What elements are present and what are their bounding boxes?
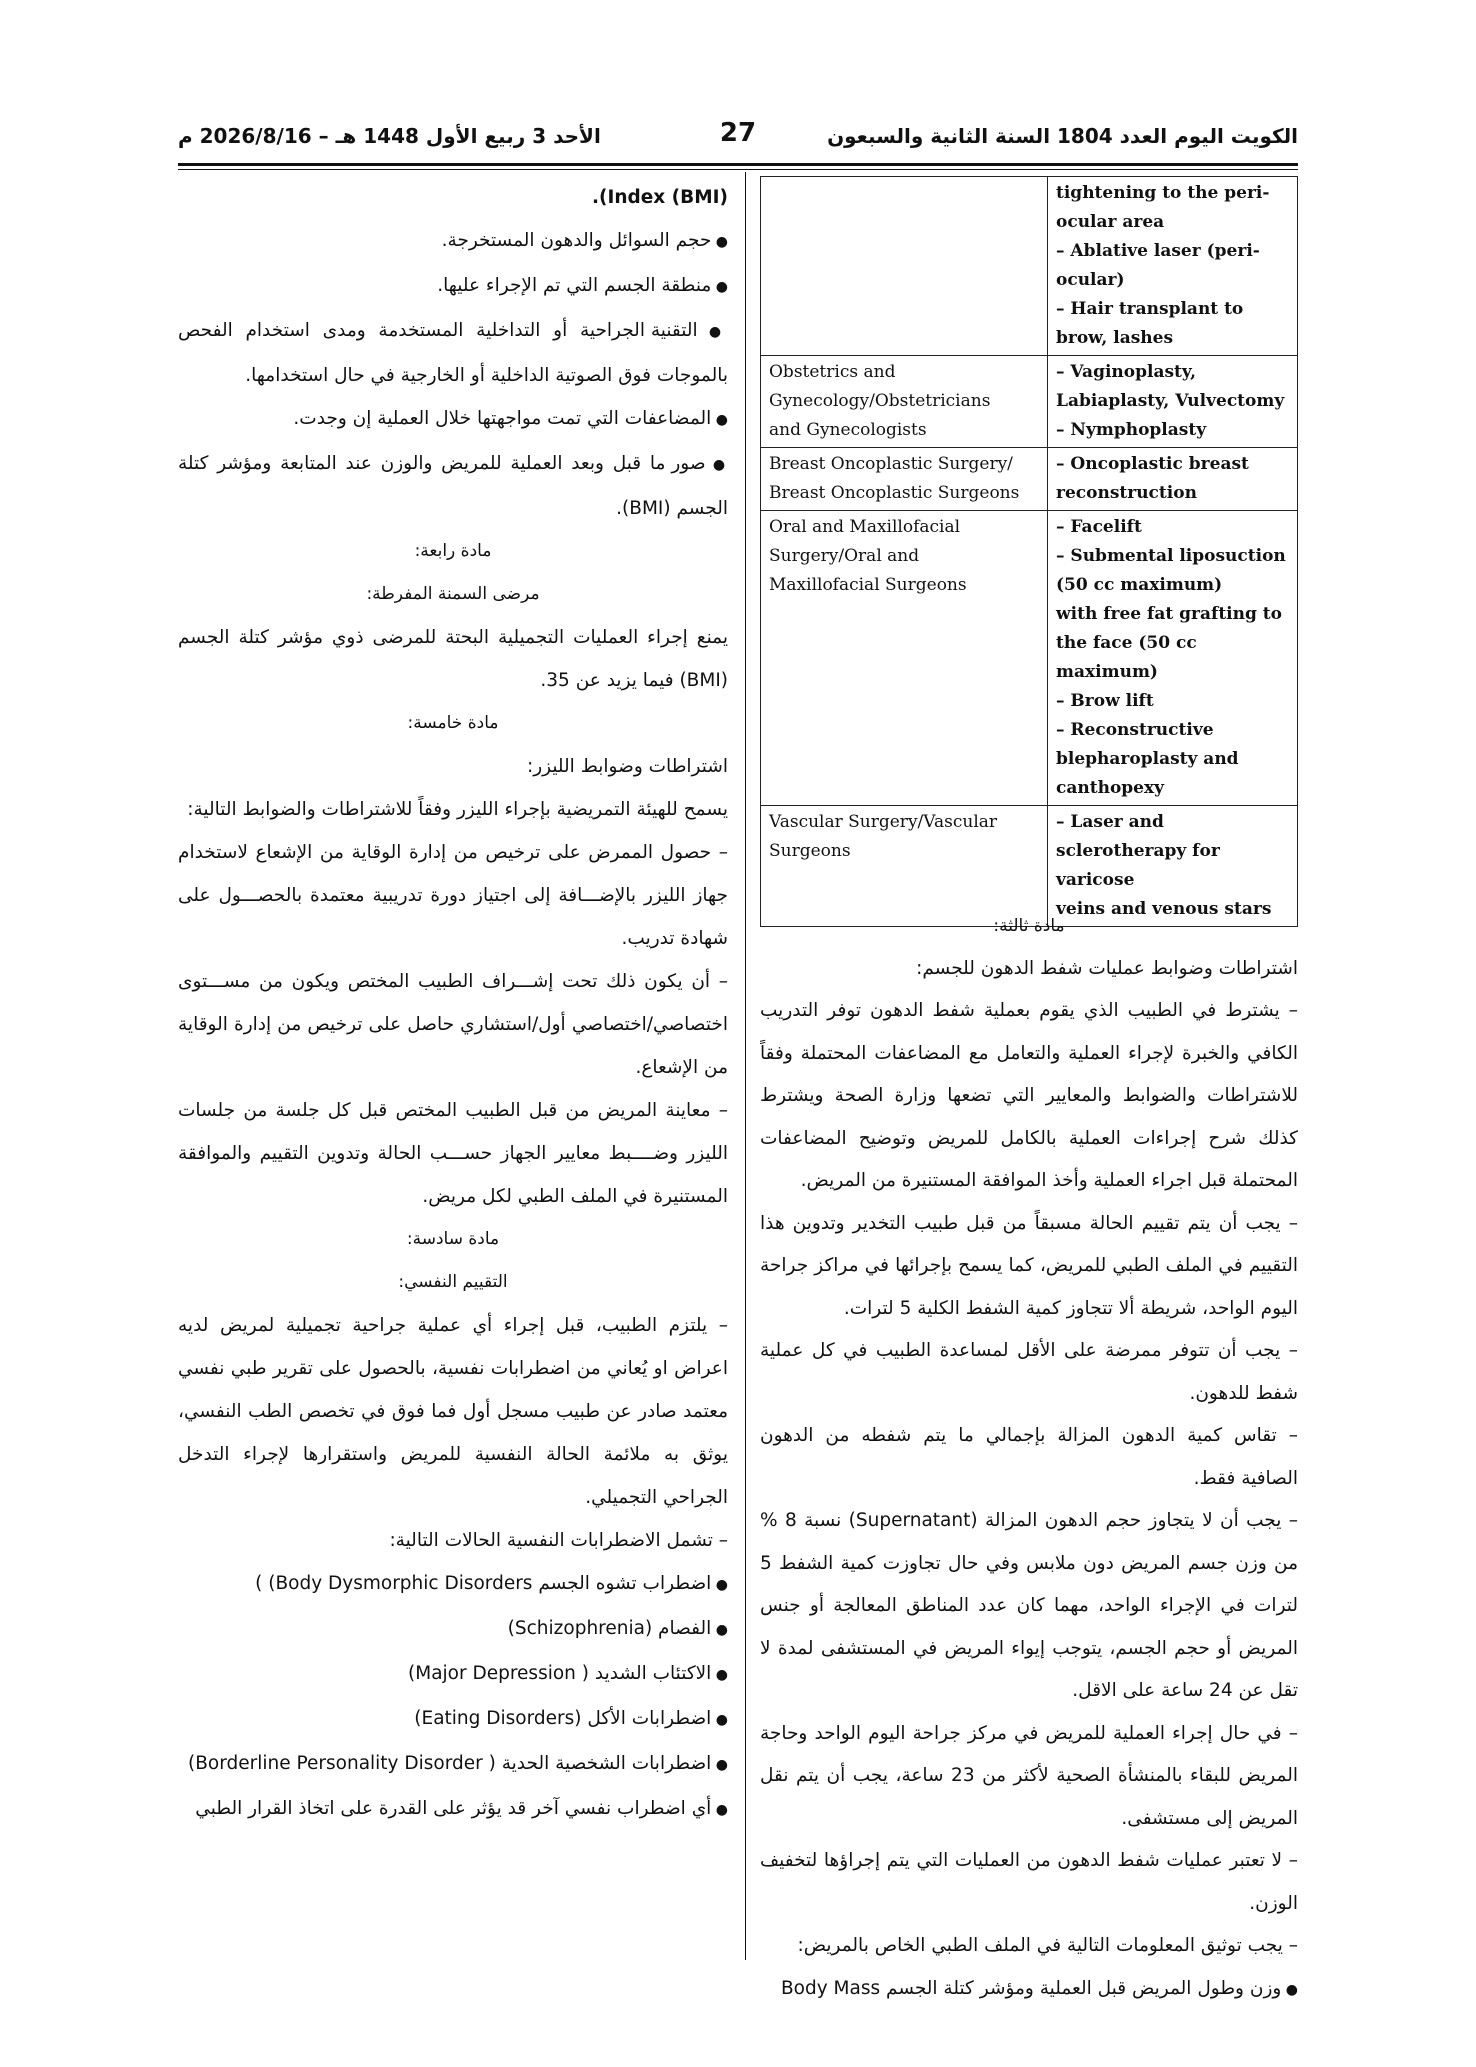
paragraph-text: – يلتزم الطبيب، قبل إجراء أي عملية جراحية تجميلية لمريض لديه اعراض او يُعاني من اضطرابات نفسية، بالحصول على تقرير طبي نفسي معتمد صادر عن طبيب مسجل أول فما فوق في تخصص الطب النفسي، يوثق به ملائمة الحالة النفسية للمريض واستقرارها لإجراء التدخل الجراحي التجميلي. xyxy=(178,1315,728,1508)
paragraph xyxy=(178,616,728,702)
paragraph xyxy=(760,948,1298,991)
specialty-cell xyxy=(761,177,1048,356)
table-row xyxy=(761,448,1298,511)
paragraph-text: مرضى السمنة المفرطة: xyxy=(366,584,540,604)
bullet-icon xyxy=(711,1753,728,1774)
paragraph-text: وزن وطول المريض قبل العملية ومؤشر كتلة الجسم Body Mass xyxy=(780,1977,1282,1999)
bullet-item xyxy=(178,1697,728,1742)
specialty-procedures-table xyxy=(760,176,1298,927)
procedures-cell xyxy=(1048,356,1298,448)
cell-line: and Gynecologists xyxy=(769,420,927,440)
paragraph-text: اشتراطات وضوابط الليزر: xyxy=(526,756,728,777)
table-row xyxy=(761,511,1298,806)
paragraph xyxy=(178,745,728,788)
bullet-icon xyxy=(711,1663,728,1684)
bullet-item xyxy=(178,309,728,397)
cell-line: canthopexy xyxy=(1056,778,1164,798)
cell-line: with free fat grafting to xyxy=(1056,604,1282,624)
cell-line: sclerotherapy for xyxy=(1056,841,1220,861)
cell-line: Breast Oncoplastic Surgery/ xyxy=(769,454,1013,474)
paragraph-text: التقنية الجراحية أو التداخلية المستخدمة ومدى استخدام الفحص بالموجات فوق الصوتية الداخلية أو الخارجية في حال استخدامها. xyxy=(178,320,728,386)
paragraph-text: اضطرابات الأكل (Eating Disorders) xyxy=(414,1708,712,1729)
cell-line: ocular) xyxy=(1056,270,1125,290)
cell-line: – Hair transplant to xyxy=(1056,299,1244,319)
paragraph-text: مادة خامسة: xyxy=(407,713,499,733)
cell-line: veins and venous stars xyxy=(1056,899,1272,919)
paragraph-text: – تشمل الاضطرابات النفسية الحالات التالية: xyxy=(389,1530,728,1551)
cell-line: – Nymphoplasty xyxy=(1056,420,1207,440)
procedures-cell xyxy=(1048,448,1298,511)
paragraph-text: منطقة الجسم التي تم الإجراء عليها. xyxy=(437,275,712,296)
paragraph-text: مادة سادسة: xyxy=(406,1229,500,1249)
bullet-item xyxy=(178,1607,728,1652)
bullet-icon xyxy=(711,230,728,251)
bullet-icon xyxy=(711,1798,728,1819)
bullet-item xyxy=(178,1562,728,1607)
cell-line: maximum) xyxy=(1056,662,1158,682)
bullet-item xyxy=(178,219,728,264)
cell-line: – Oncoplastic breast xyxy=(1056,454,1249,474)
table-row xyxy=(761,177,1298,356)
cell-line: Surgery/Oral and xyxy=(769,546,920,566)
bullet-icon xyxy=(711,1708,728,1729)
paragraph xyxy=(760,1840,1298,1925)
paragraph-text: يمنع إجراء العمليات التجميلية البحتة للمرضى ذوي مؤشر كتلة الجسم (BMI) فيما يزيد عن 35. xyxy=(178,627,728,691)
paragraph-text: اضطرابات الشخصية الحدية ( Borderline Personality Disorder) xyxy=(188,1753,712,1774)
paragraph-text: – لا تعتبر عمليات شفط الدهون من العمليات التي يتم إجراؤها لتخفيف الوزن. xyxy=(760,1850,1298,1914)
header-rule-thin xyxy=(178,169,1298,170)
paragraph xyxy=(760,1500,1298,1713)
cell-line: the face (50 cc xyxy=(1056,633,1197,653)
bullet-icon xyxy=(711,275,728,296)
paragraph xyxy=(178,1089,728,1218)
paragraph xyxy=(178,1519,728,1562)
paragraph xyxy=(178,831,728,960)
paragraph-text: – تقاس كمية الدهون المزالة بإجمالي ما يتم شفطه من الدهون الصافية فقط. xyxy=(760,1425,1298,1489)
paragraph-text: – يجب توثيق المعلومات التالية في الملف الطبي الخاص بالمريض: xyxy=(797,1935,1298,1956)
cell-line: blepharoplasty and xyxy=(1056,749,1239,769)
cell-line: – Reconstructive xyxy=(1056,720,1214,740)
cell-line: Surgeons xyxy=(769,841,851,861)
paragraph xyxy=(760,1925,1298,1968)
paragraph xyxy=(760,1330,1298,1415)
article-heading xyxy=(178,702,728,745)
page-header xyxy=(178,118,1298,156)
paragraph-text: – حصول الممرض على ترخيص من إدارة الوقاية من الإشعاع لاستخدام جهاز الليزر بالإضـــافة إلى اجتياز دورة تدريبية معتمدة بالحصـــول على شهادة تدريب. xyxy=(178,842,728,949)
procedures-cell xyxy=(1048,511,1298,806)
cell-line: – Ablative laser (peri- xyxy=(1056,241,1260,261)
paragraph xyxy=(760,1713,1298,1841)
bullet-item xyxy=(178,1787,728,1832)
procedures-cell xyxy=(1048,177,1298,356)
header-issue: الكويت اليوم العدد 1804 السنة الثانية والسبعون xyxy=(827,124,1298,148)
article-heading xyxy=(178,573,728,616)
cell-line: Maxillofacial Surgeons xyxy=(769,575,967,595)
cell-line: reconstruction xyxy=(1056,483,1197,503)
paragraph-text: اشتراطات وضوابط عمليات شفط الدهون للجسم: xyxy=(916,957,1298,979)
cell-line: – Facelift xyxy=(1056,517,1142,537)
left-column-text xyxy=(178,176,728,1832)
bullet-item xyxy=(178,1652,728,1697)
column-divider xyxy=(745,172,746,1960)
paragraph xyxy=(178,1304,728,1519)
paragraph xyxy=(760,1415,1298,1500)
paragraph-text: – يجب أن يتم تقييم الحالة مسبقاً من قبل طبيب التخدير وتدوين هذا التقييم في الملف الطبي للمريض، كما يسمح بإجرائها في مراكز جراحة اليوم الواحد، شريطة ألا تتجاوز كمية الشفط الكلية 5 لترات. xyxy=(760,1212,1298,1319)
page-number: 27 xyxy=(719,118,757,148)
paragraph xyxy=(178,788,728,831)
article-heading xyxy=(760,905,1298,948)
specialty-cell xyxy=(761,356,1048,448)
paragraph-text: – يجب أن تتوفر ممرضة على الأقل لمساعدة الطبيب في كل عملية شفط للدهون. xyxy=(760,1340,1298,1404)
paragraph xyxy=(760,990,1298,1203)
bullet-icon xyxy=(711,1573,728,1594)
article-heading xyxy=(178,1218,728,1261)
paragraph xyxy=(178,176,728,219)
bullet-icon xyxy=(698,320,728,341)
paragraph xyxy=(760,1203,1298,1331)
cell-line: – Laser and xyxy=(1056,812,1164,832)
cell-line: Breast Oncoplastic Surgeons xyxy=(769,483,1020,503)
cell-line: (50 cc maximum) xyxy=(1056,575,1223,595)
bullet-icon xyxy=(706,453,728,474)
article-heading xyxy=(178,1261,728,1304)
paragraph-text: (BMI) Index). xyxy=(591,187,728,208)
bullet-icon xyxy=(1281,1978,1298,1999)
cell-line: Oral and Maxillofacial xyxy=(769,517,961,537)
specialty-cell xyxy=(761,448,1048,511)
bullet-icon xyxy=(711,408,728,429)
paragraph-text: – يشترط في الطبيب الذي يقوم بعملية شفط الدهون توفر التدريب الكافي والخبرة لإجراء العملية والتعامل مع المضاعفات المحتملة وفقاً للاشتراطات والضوابط والمعايير التي تضعها وزارة الصحة ويشترط كذلك شرح إجراءات العملية بالكامل للمريض وتوضيح المضاعفات المحتملة قبل اجراء العملية وأخذ الموافقة المستنيرة من المريض. xyxy=(760,1000,1298,1191)
paragraph-text: – يجب أن لا يتجاوز حجم الدهون المزالة (Supernatant) نسبة 8 % من وزن جسم المريض دون ملابس وفي حال تجاوزت كمية الشفط 5 لترات في الإجراء الواحد، مهما كان عدد المناطق المعالجة أو جنس المريض أو حجم الجسم، يتوجب إيواء المريض في المستشفى لمدة لا تقل عن 24 ساعة على الاقل. xyxy=(760,1510,1298,1701)
paragraph-text: أي اضطراب نفسي آخر قد يؤثر على القدرة على اتخاذ القرار الطبي xyxy=(195,1798,712,1819)
paragraph-text: – في حال إجراء العملية للمريض في مركز جراحة اليوم الواحد وحاجة المريض للبقاء بالمنشأة الصحية لأكثر من 23 ساعة، يجب أن يتم نقل المريض إلى مستشفى. xyxy=(760,1722,1298,1829)
cell-line: Gynecology/Obstetricians xyxy=(769,391,991,411)
table-row xyxy=(761,356,1298,448)
paragraph-text: – معاينة المريض من قبل الطبيب المختص قبل كل جلسة من جلسات الليزر وضــــبط معايير الجهاز حســـب الحالة وتدوين التقييم والموافقة المستنيرة في الملف الطبي لكل مريض. xyxy=(178,1100,728,1207)
paragraph-text: صور ما قبل وبعد العملية للمريض والوزن عند المتابعة ومؤشر كتلة الجسم (BMI). xyxy=(178,453,728,519)
cell-line: Labiaplasty, Vulvectomy xyxy=(1056,391,1285,411)
header-rule xyxy=(178,163,1298,166)
bullet-item xyxy=(760,1968,1298,2012)
specialty-cell xyxy=(761,511,1048,806)
bullet-item xyxy=(178,397,728,442)
paragraph-text: حجم السوائل والدهون المستخرجة. xyxy=(441,230,712,251)
paragraph-text: مادة رابعة: xyxy=(414,541,492,561)
cell-line: – Submental liposuction xyxy=(1056,546,1286,566)
header-date: الأحد 3 ربيع الأول 1448 هـ – 2026/8/16 م xyxy=(178,124,601,148)
cell-line: – Brow lift xyxy=(1056,691,1154,711)
bullet-item xyxy=(178,442,728,530)
paragraph-text: اضطراب تشوه الجسم Body Dysmorphic Disorders) ) xyxy=(255,1573,712,1594)
cell-line: brow, lashes xyxy=(1056,328,1174,348)
paragraph-text: المضاعفات التي تمت مواجهتها خلال العملية إن وجدت. xyxy=(293,408,712,429)
article-heading xyxy=(178,530,728,573)
paragraph-text: مادة ثالثة: xyxy=(993,916,1065,936)
cell-line: tightening to the peri- xyxy=(1056,183,1270,203)
cell-line: – Vaginoplasty, xyxy=(1056,362,1197,382)
paragraph-text: الفصام (Schizophrenia) xyxy=(507,1618,712,1639)
paragraph-text: – أن يكون ذلك تحت إشـــراف الطبيب المختص ويكون من مســـتوى اختصاصي/اختصاصي أول/استشاري حاصل على ترخيص من إدارة الوقاية من الإشعاع. xyxy=(178,971,728,1078)
bullet-icon xyxy=(711,1618,728,1639)
cell-line: Obstetrics and xyxy=(769,362,896,382)
cell-line: varicose xyxy=(1056,870,1135,890)
cell-line: ocular area xyxy=(1056,212,1165,232)
bullet-item xyxy=(178,1742,728,1787)
cell-line: Vascular Surgery/Vascular xyxy=(769,812,998,832)
paragraph-text: الاكتئاب الشديد ( Major Depression) xyxy=(408,1663,712,1684)
right-column-text xyxy=(760,905,1298,2011)
paragraph-text: يسمح للهيئة التمريضية بإجراء الليزر وفقاً للاشتراطات والضوابط التالية: xyxy=(187,799,728,820)
paragraph xyxy=(178,960,728,1089)
paragraph-text: التقييم النفسي: xyxy=(398,1272,508,1292)
bullet-item xyxy=(178,264,728,309)
